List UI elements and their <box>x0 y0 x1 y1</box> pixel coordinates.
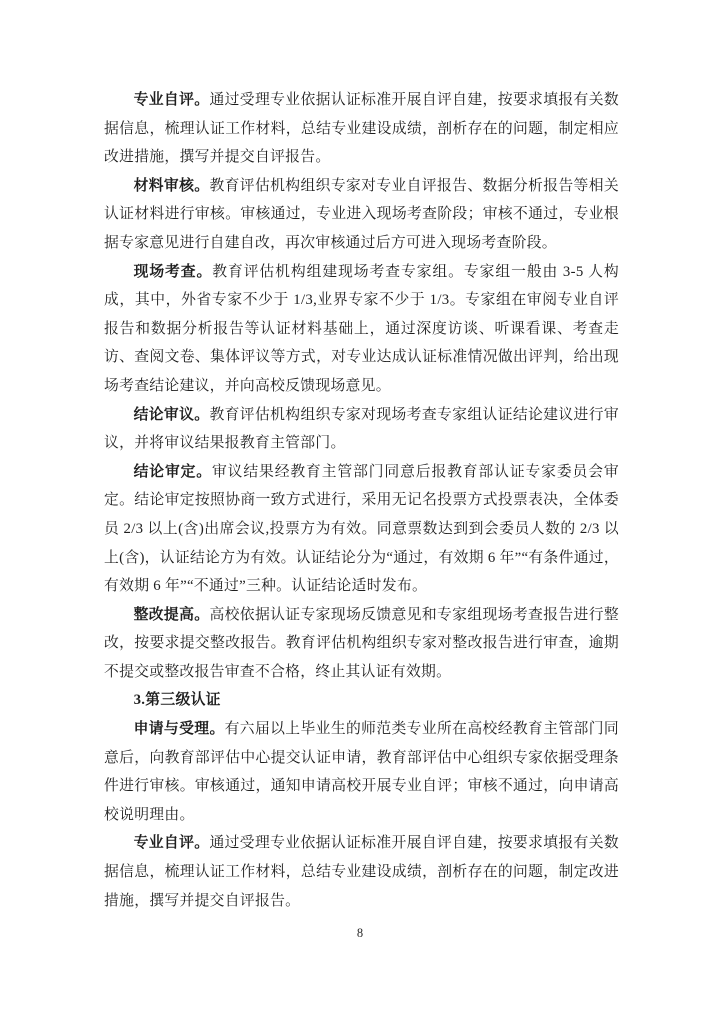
paragraph <box>104 601 619 687</box>
paragraph-text: 教育评估机构组织专家对现场考查专家组认证结论建议进行审议，并将审议结果报教育主管部门。 <box>104 406 619 452</box>
run-in-heading: 结论审议。 <box>133 406 210 423</box>
paragraph <box>104 715 619 829</box>
paragraph <box>104 172 619 258</box>
run-in-heading: 整改提高。 <box>133 606 210 623</box>
run-in-heading: 材料审核。 <box>133 177 210 194</box>
run-in-heading: 申请与受理。 <box>133 721 225 738</box>
paragraph-text: 教育评估机构组建现场考查专家组。专家组一般由 3-5 人构成，其中，外省专家不少于 1/3,业界专家不少于 1/3。专家组在审阅专业自评报告和数据分析报告等认证材料基础上，通过深度访谈、听课看课、考查走访、查阅文卷、集体评议等方式，对专业达成认证标准情况做出评判，给出现场考查结论建议，并向高校反馈现场意见。 <box>104 263 619 394</box>
run-in-heading: 专业自评。 <box>133 92 210 108</box>
paragraph <box>104 258 619 401</box>
paragraph-text: 审议结果经教育主管部门同意后报教育部认证专家委员会审定。结论审定按照协商一致方式进行，采用无记名投票方式投票表决，全体委员 2/3 以上(含)出席会议,投票方为有效。同意票数达到到会委员人数的 2/3 以上(含)，认证结论方为有效。认证结论分为“通过，有效期 6 年”“有条件通过，有效期 6 年”“不通过”三种。认证结论适时发布。 <box>104 463 619 595</box>
paragraph-text: 通过受理专业依据认证标准开展自评自建，按要求填报有关数据信息，梳理认证工作材料，总结专业建设成绩，剖析存在的问题，制定改进措施，撰写并提交自评报告。 <box>104 835 619 909</box>
paragraph-text: 教育评估机构组织专家对专业自评报告、数据分析报告等相关认证材料进行审核。审核通过，专业进入现场考查阶段；审核不通过，专业根据专家意见进行自建自改，再次审核通过后方可进入现场考查阶段。 <box>104 177 619 251</box>
page-number: 8 <box>356 926 364 940</box>
paragraph <box>104 86 619 172</box>
run-in-heading: 专业自评。 <box>133 835 210 852</box>
paragraph-text: 通过受理专业依据认证标准开展自评自建，按要求填报有关数据信息，梳理认证工作材料，总结专业建设成绩，剖析存在的问题，制定相应改进措施，撰写并提交自评报告。 <box>104 92 619 166</box>
paragraph-text: 有六届以上毕业生的师范类专业所在高校经教育主管部门同意后，向教育部评估中心提交认证申请，教育部评估中心组织专家依据受理条件进行审核。审核通过，通知申请高校开展专业自评；审核不通过，向申请高校说明理由。 <box>104 721 619 823</box>
run-in-heading: 现场考查。 <box>133 263 213 280</box>
run-in-heading: 结论审定。 <box>133 463 212 480</box>
paragraph <box>104 458 619 601</box>
paragraph-text: 高校依据认证专家现场反馈意见和专家组现场考查报告进行整改，按要求提交整改报告。教育评估机构组织专家对整改报告进行审查，逾期不提交或整改报告审查不合格，终止其认证有效期。 <box>104 606 619 680</box>
section-heading: 3.第三级认证 <box>133 692 221 709</box>
document-body <box>104 86 619 915</box>
paragraph <box>104 829 619 915</box>
paragraph <box>104 401 619 458</box>
